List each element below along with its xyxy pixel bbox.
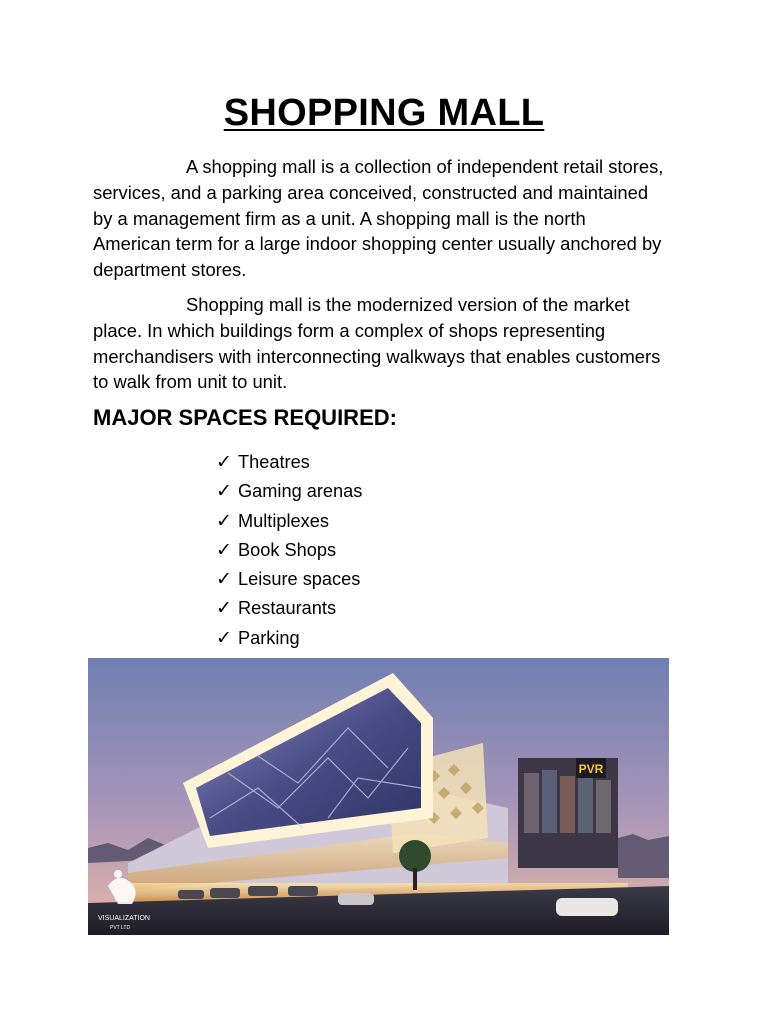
second-paragraph-text: Shopping mall is the modernized version of the market place. In which buildings form a complex of shops representing merchandisers with interconnecting walkways that enables customers to walk from unit to unit. — [93, 294, 661, 393]
intro-paragraph-text: A shopping mall is a collection of independent retail stores, services, and a parking area conceived, constructed and maintained by a management firm as a unit. A shopping mall is the north American term for a large indoor shopping center usually anchored by department stores. — [93, 156, 664, 281]
section-heading: MAJOR SPACES REQUIRED: — [93, 405, 397, 430]
list-item-label: Gaming arenas — [238, 481, 363, 502]
list-item — [216, 477, 362, 506]
second-paragraph — [93, 292, 665, 395]
list-item-label: Restaurants — [238, 598, 337, 619]
pvr-sign-text: PVR — [578, 762, 604, 776]
list-item-label: Book Shops — [238, 539, 337, 560]
list-item-label: Multiplexes — [238, 510, 329, 531]
list-item — [216, 624, 362, 653]
tree — [399, 840, 431, 872]
list-item — [216, 565, 362, 594]
list-item-label: Theatres — [238, 452, 310, 472]
checkmark-icon: ✓ — [216, 597, 232, 620]
list-item — [216, 536, 362, 565]
watermark-subtext: PVT LTD — [110, 925, 131, 931]
checkmark-icon: ✓ — [216, 626, 232, 649]
list-item-label: Leisure spaces — [238, 569, 361, 590]
white-car — [556, 898, 618, 916]
checkmark-icon: ✓ — [216, 451, 232, 473]
checkmark-icon: ✓ — [216, 538, 232, 561]
mall-rendering-image — [88, 658, 669, 935]
spaces-list — [216, 448, 362, 653]
list-item-label: Parking — [238, 627, 300, 648]
checkmark-icon: ✓ — [216, 568, 232, 591]
intro-paragraph — [93, 154, 665, 283]
list-item — [216, 507, 362, 536]
list-item — [216, 594, 362, 623]
page-title: SHOPPING MALL — [223, 92, 545, 134]
list-item — [216, 448, 362, 477]
checkmark-icon: ✓ — [216, 480, 232, 503]
watermark-text: VISUALIZATION — [98, 915, 150, 922]
checkmark-icon: ✓ — [216, 509, 232, 532]
city-silhouette — [618, 834, 669, 878]
